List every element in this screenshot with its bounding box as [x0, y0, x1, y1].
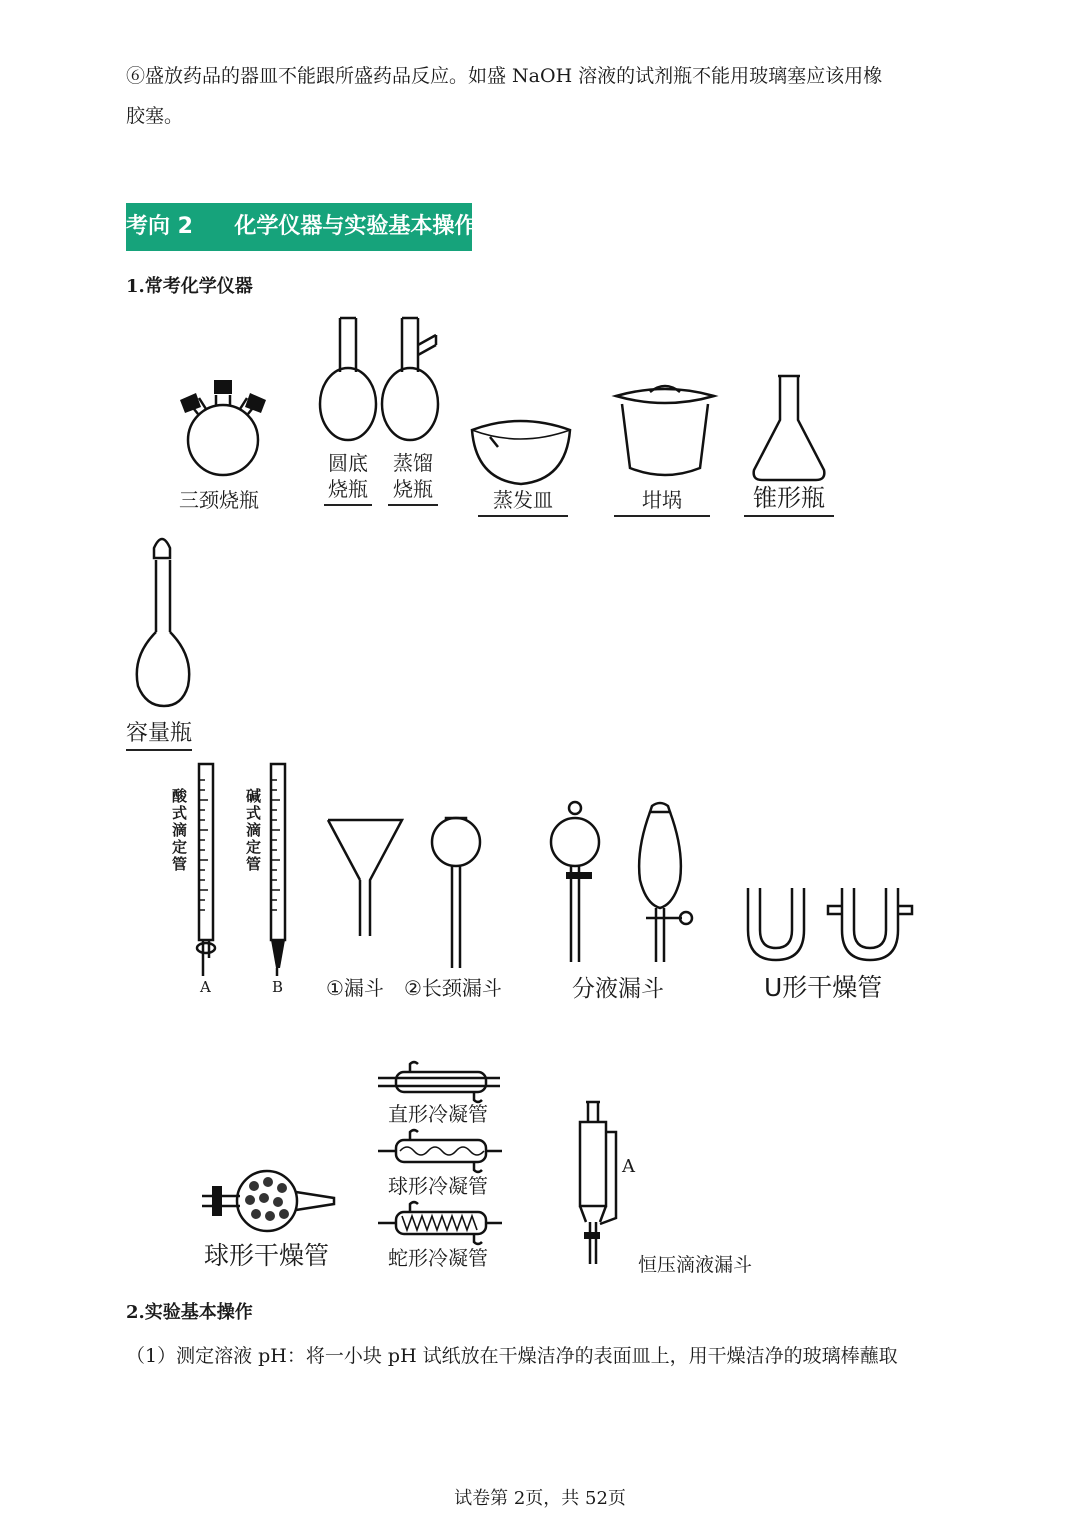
- bulb-condenser-drawing: [378, 1130, 502, 1172]
- distilling-flask-drawing: [382, 318, 438, 440]
- acid-burette-letter: A: [200, 978, 211, 996]
- long-neck-funnel-drawing: [432, 818, 480, 968]
- acid-burette-drawing: [197, 764, 215, 976]
- separatory-funnel-ball-drawing: [551, 802, 599, 962]
- section-heading-prefix: 考向 2: [126, 214, 193, 239]
- distilling-flask-label: [388, 450, 438, 506]
- base-burette-drawing: [271, 764, 285, 976]
- bulb-condenser-label: 球形冷凝管: [388, 1174, 488, 1198]
- long-neck-funnel-label: ②长颈漏斗: [404, 976, 502, 1000]
- round-bottom-flask-label: [324, 450, 372, 506]
- distilling-flask-label-line2: 烧瓶: [393, 477, 433, 501]
- u-drying-tube-label: U形干燥管: [764, 973, 883, 1002]
- pressure-dropping-funnel-label: 恒压滴液漏斗: [638, 1254, 753, 1276]
- coil-condenser-drawing: [378, 1202, 502, 1244]
- section-heading-title: 化学仪器与实验基本操作: [234, 214, 477, 239]
- crucible-label: 坩埚: [614, 484, 710, 517]
- evaporating-dish-label: 蒸发皿: [478, 484, 568, 517]
- evaporating-dish-drawing: [472, 421, 570, 484]
- volumetric-flask-drawing: [137, 539, 189, 706]
- intro-line-1: ⑥盛放药品的器皿不能跟所盛药品反应。如盛 NaOH 溶液的试剂瓶不能用玻璃塞应该用橡: [126, 65, 883, 87]
- round-bottom-flask-label-line1: 圆底: [328, 451, 368, 475]
- three-neck-flask-label: 三颈烧瓶: [179, 488, 259, 512]
- erlenmeyer-flask-label: 锥形瓶: [744, 478, 834, 517]
- volumetric-flask-label: 容量瓶: [126, 716, 192, 751]
- subheading-1: 1.常考化学仪器: [126, 276, 253, 297]
- coil-condenser-label: 蛇形冷凝管: [388, 1246, 488, 1270]
- intro-line-2: 胶塞。: [126, 105, 184, 127]
- u-drying-tube-drawing: [748, 888, 912, 960]
- base-burette-label: 碱式滴定管: [246, 787, 262, 873]
- round-bottom-flask-drawing: [320, 318, 376, 440]
- ball-drying-tube-drawing: [202, 1171, 334, 1231]
- round-bottom-flask-label-line2: 烧瓶: [328, 477, 368, 501]
- acid-burette-label: 酸式滴定管: [172, 787, 188, 873]
- three-neck-flask-drawing: [180, 380, 266, 475]
- crucible-drawing: [616, 386, 714, 475]
- pressure-dropping-funnel-drawing: [580, 1102, 616, 1264]
- ball-drying-tube-label: 球形干燥管: [204, 1241, 330, 1270]
- base-burette-letter: B: [272, 978, 284, 996]
- erlenmeyer-flask-drawing: [754, 376, 825, 480]
- separatory-funnel-label: 分液漏斗: [572, 976, 664, 1002]
- straight-condenser-label: 直形冷凝管: [388, 1102, 488, 1126]
- distilling-flask-label-line1: 蒸馏: [393, 451, 433, 475]
- funnel-drawing: [328, 820, 402, 936]
- operation-1-text: （1）测定溶液 pH：将一小块 pH 试纸放在干燥洁净的表面皿上，用干燥洁净的玻璃棒蘸取: [126, 1345, 898, 1367]
- page-footer: 试卷第 2页，共 52页: [454, 1488, 626, 1509]
- subheading-2: 2.实验基本操作: [126, 1302, 253, 1323]
- funnel-label: ①漏斗: [326, 976, 384, 1000]
- straight-condenser-drawing: [378, 1062, 500, 1102]
- pressure-funnel-letter: A: [622, 1156, 635, 1177]
- separatory-funnel-pear-drawing: [639, 803, 692, 962]
